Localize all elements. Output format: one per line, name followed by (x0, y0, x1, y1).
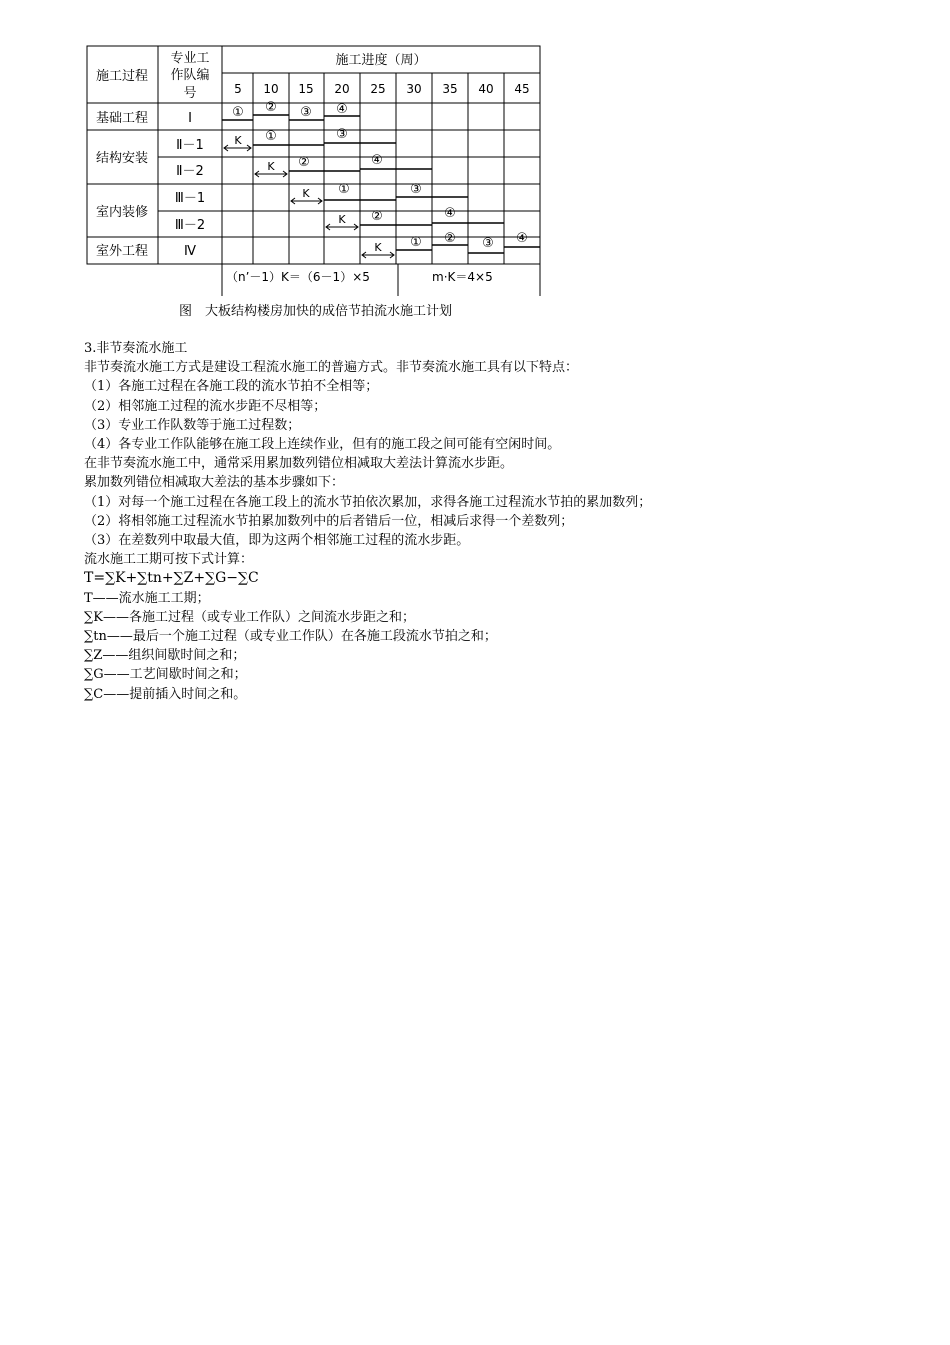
figure-caption: 图 大板结构楼房加快的成倍节拍流水施工计划 (179, 304, 453, 319)
header-process: 施工过程 (95, 69, 149, 84)
flow-schedule-figure (0, 0, 950, 330)
segment-label: ② (298, 155, 310, 170)
segment-label: ④ (444, 206, 456, 221)
paragraph: 累加数列错位相减取大差法的基本步骤如下： (84, 475, 345, 491)
segment-label: ③ (300, 105, 312, 120)
week-label: 45 (514, 82, 530, 96)
segment-label: ② (265, 100, 277, 115)
paragraph: 在非节奏流水施工中，通常采用累加数列错位相减取大差法计算流水步距。 (84, 456, 514, 472)
week-label: 5 (234, 82, 242, 96)
definition-item: ∑G——工艺间歇时间之和； (84, 667, 247, 683)
week-label: 20 (334, 82, 350, 96)
week-label: 40 (478, 82, 494, 96)
definition-item: ∑tn——最后一个施工过程（或专业工作队）在各施工段流水节拍之和； (84, 629, 497, 645)
week-label: 15 (298, 82, 314, 96)
header-team-line3: 号 (183, 86, 197, 101)
step-item: （3）在差数列中取最大值，即为这两个相邻施工过程的流水步距。 (84, 533, 470, 549)
team-label: Ⅲ－2 (174, 218, 206, 233)
step-item: （1）对每一个施工过程在各施工段上的流水节拍依次累加，求得各施工过程流水节拍的累加数列； (84, 494, 652, 510)
week-label: 25 (370, 82, 386, 96)
definition-item: ∑K——各施工过程（或专业工作队）之间流水步距之和； (84, 609, 415, 625)
process-exterior: 室外工程 (95, 244, 149, 259)
definition-item: ∑Z——组织间歇时间之和； (84, 648, 246, 664)
team-label: Ⅰ (188, 111, 192, 126)
segment-label: ③ (410, 182, 422, 197)
segment-label: ① (232, 105, 244, 120)
team-label: Ⅲ－1 (174, 191, 206, 206)
segment-label: ③ (336, 127, 348, 142)
feature-item: （4）各专业工作队能够在施工段上连续作业，但有的施工段之间可能有空闲时间。 (84, 437, 561, 453)
duration-formula-left: （n’－1）K＝（6－1）×5 (226, 270, 370, 284)
segment-label: ④ (336, 102, 348, 117)
paragraph: 流水施工工期可按下式计算： (84, 552, 254, 568)
feature-item: （3）专业工作队数等于施工过程数； (84, 417, 301, 433)
segment-label: ③ (482, 236, 494, 251)
k-label: K (234, 134, 242, 147)
definition-item: T——流水施工工期； (84, 590, 210, 606)
k-label: K (302, 187, 310, 200)
k-label: K (267, 160, 275, 173)
k-label: K (338, 213, 346, 226)
team-label: Ⅱ－1 (176, 138, 204, 153)
week-label: 35 (442, 82, 458, 96)
segment-label: ④ (371, 153, 383, 168)
header-team-line2: 作队编 (170, 68, 210, 83)
table-grid (87, 46, 540, 264)
duration-formula-right: m·K＝4×5 (432, 270, 493, 284)
definition-item: ∑C——提前插入时间之和。 (84, 686, 247, 702)
feature-item: （1）各施工过程在各施工段的流水节拍不全相等； (84, 379, 379, 395)
feature-item: （2）相邻施工过程的流水步距不尽相等； (84, 398, 327, 414)
duration-formula: T=∑K+∑tn+∑Z+∑G−∑C (84, 570, 259, 587)
week-axis (234, 82, 529, 96)
k-label: K (374, 241, 382, 254)
step-item: （2）将相邻施工过程流水节拍累加数列中的后者错后一位，相减后求得一个差数列； (84, 513, 574, 529)
team-label: Ⅳ (184, 244, 196, 259)
process-interior: 室内装修 (95, 205, 149, 220)
header-progress: 施工进度（周） (335, 53, 427, 68)
body-text (84, 339, 904, 704)
week-label: 30 (406, 82, 422, 96)
segment-label: ② (371, 209, 383, 224)
segment-label: ④ (516, 231, 528, 246)
process-structure: 结构安装 (95, 151, 149, 166)
paragraph: 非节奏流水施工方式是建设工程流水施工的普遍方式。非节奏流水施工具有以下特点： (84, 360, 579, 376)
segment-label: ① (265, 129, 277, 144)
header-team-line1: 专业工 (170, 51, 210, 66)
process-foundation: 基础工程 (95, 111, 149, 126)
segment-label: ① (410, 235, 422, 250)
team-label: Ⅱ－2 (176, 164, 204, 179)
segment-label: ① (338, 182, 350, 197)
week-label: 10 (263, 82, 279, 96)
segment-labels (232, 100, 528, 251)
section-heading: 3.非节奏流水施工 (84, 341, 188, 356)
segment-label: ② (444, 231, 456, 246)
